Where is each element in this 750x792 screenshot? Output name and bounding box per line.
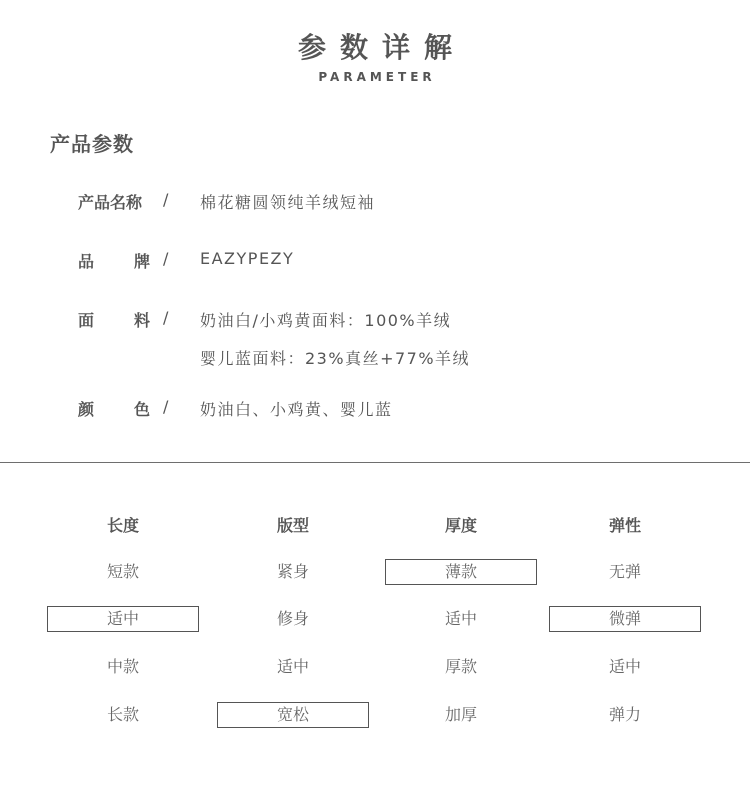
- attribute-option-selected: 薄款: [385, 559, 537, 585]
- param-value: 奶油白、小鸡黄、婴儿蓝: [200, 400, 393, 419]
- attribute-option: 适中: [444, 609, 477, 628]
- param-row: [0, 308, 750, 368]
- attribute-option: 修身: [276, 609, 309, 628]
- attribute-option: 加厚: [444, 705, 477, 724]
- page-subtitle: PARAMETER: [318, 70, 436, 84]
- attribute-option: 无弹: [608, 562, 641, 581]
- attribute-option: 适中: [608, 657, 641, 676]
- attribute-header: 长度: [106, 516, 139, 535]
- param-label: [78, 308, 150, 331]
- attribute-option-selected: 宽松: [217, 702, 369, 728]
- param-label: [78, 190, 150, 213]
- param-label: [78, 249, 150, 272]
- attribute-option-selected: 微弹: [549, 606, 701, 632]
- attribute-option: 厚款: [444, 657, 477, 676]
- param-row: [0, 249, 750, 275]
- param-value: 婴儿蓝面料：23%真丝+77%羊绒: [200, 349, 471, 368]
- param-label-text: 色: [133, 400, 150, 419]
- param-value: EAZYPEZY: [200, 249, 295, 268]
- attribute-option: 长款: [106, 705, 139, 724]
- param-separator: /: [163, 397, 169, 416]
- attribute-option: 适中: [276, 657, 309, 676]
- param-label-text: 颜: [78, 400, 95, 419]
- attribute-header: 厚度: [444, 516, 477, 535]
- section-title: 产品参数: [50, 132, 134, 156]
- param-label-text: 牌: [133, 252, 150, 271]
- param-separator: /: [163, 190, 169, 209]
- param-label-text: 品: [78, 252, 95, 271]
- page-title: 参数详解: [297, 31, 466, 64]
- attribute-header: 弹性: [608, 516, 641, 535]
- section-divider: [0, 462, 750, 463]
- param-label-text: 面: [78, 311, 95, 330]
- param-separator: /: [163, 308, 169, 327]
- param-value: 奶油白/小鸡黄面料：100%羊绒: [200, 311, 452, 330]
- param-label-text: 产品名称: [78, 193, 143, 212]
- attribute-option-selected: 适中: [47, 606, 199, 632]
- attribute-option: 弹力: [608, 705, 641, 724]
- param-label-text: 料: [133, 311, 150, 330]
- param-label: [78, 397, 150, 420]
- param-value: 棉花糖圆领纯羊绒短袖: [200, 193, 376, 212]
- param-row: [0, 190, 750, 216]
- param-row: [0, 397, 750, 423]
- attribute-option: 紧身: [276, 562, 309, 581]
- param-separator: /: [163, 249, 169, 268]
- attribute-option: 短款: [106, 562, 139, 581]
- attribute-header: 版型: [276, 516, 309, 535]
- attribute-option: 中款: [106, 657, 139, 676]
